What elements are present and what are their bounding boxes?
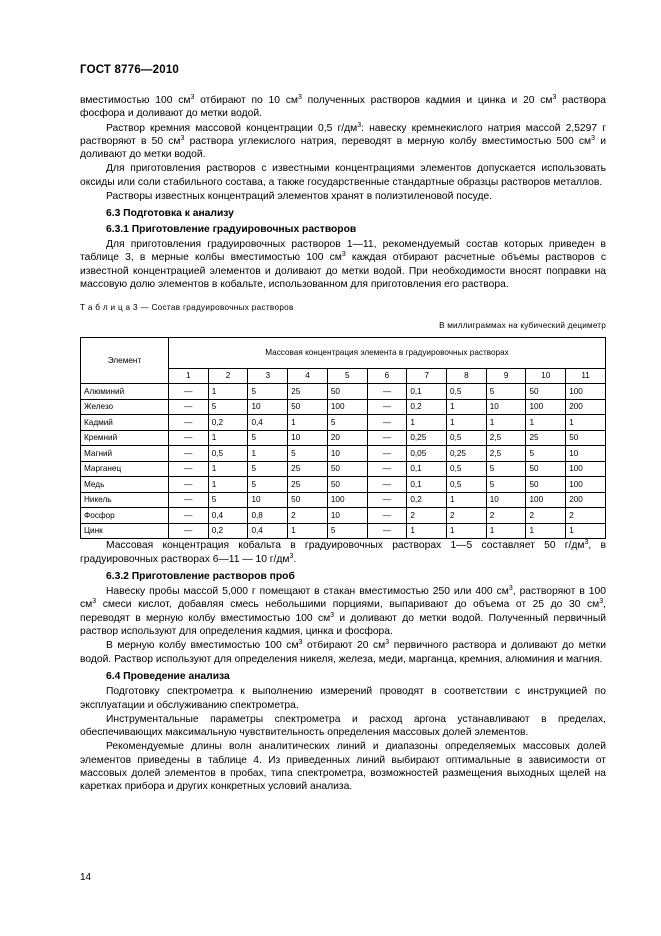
superscript: 3 — [591, 134, 596, 142]
concentration-cell: 0,2 — [208, 523, 248, 539]
concentration-cell: 2 — [407, 508, 447, 524]
concentration-cell: 10 — [288, 430, 328, 446]
text-run: Навеску пробы массой 5,000 г помещают в стакан вместимостью 250 или 400 см — [106, 586, 509, 598]
concentration-cell: — — [169, 430, 209, 446]
concentration-cell: 0,5 — [447, 461, 487, 477]
concentration-cell: 0,1 — [407, 384, 447, 400]
concentration-cell: 0,5 — [208, 446, 248, 462]
table-caption: Т а б л и ц а 3 — Состав градуировочных растворов — [80, 303, 294, 313]
concentration-cell: 10 — [566, 446, 606, 462]
concentration-cell: 1 — [208, 461, 248, 477]
text-run: и доливают до метки водой. Полученный первичный раствор используют для определения кадмия, цинка и фосфора. — [80, 612, 606, 638]
concentration-cell: 5 — [288, 446, 328, 462]
column-number-11: 11 — [566, 368, 606, 384]
concentration-cell: 2 — [566, 508, 606, 524]
concentration-cell: 0,1 — [407, 461, 447, 477]
text-run: Раствор кремния массовой концентрации 0,5 г/дм — [106, 122, 358, 134]
table-row — [81, 523, 606, 539]
concentration-cell: 100 — [566, 384, 606, 400]
paragraph — [80, 122, 606, 162]
concentration-cell: 25 — [288, 461, 328, 477]
concentration-cell: 1 — [208, 384, 248, 400]
text-run: каждая отбирают расчетные объемы растворов с известной концентрацией элементов и доливают до метки водой. При необходимости вносят поправки на массовую долю элементов в кобальте, использованном для приготовления его раствора. — [80, 252, 606, 290]
concentration-cell: 5 — [208, 399, 248, 415]
text-run: смеси кислот, добавляя смесь небольшими порциями, выпаривают до объема от 25 до 30 см — [96, 599, 600, 611]
concentration-cell: 100 — [526, 492, 566, 508]
concentration-cell: 25 — [288, 384, 328, 400]
column-header-group: Массовая концентрация элемента в градуировочных растворах — [169, 337, 606, 368]
superscript: 3 — [508, 585, 513, 593]
concentration-cell: 2 — [288, 508, 328, 524]
concentration-cell: 0,2 — [208, 415, 248, 431]
concentration-cell: 100 — [566, 477, 606, 493]
text-run: Инструментальные параметры спектрометра и расход аргона устанавливают в пределах, обеспечивающих максимальную чувствительность определения массовых долей элементов. — [80, 713, 606, 739]
column-number-4: 4 — [288, 368, 328, 384]
concentration-cell: 1 — [447, 415, 487, 431]
text-run: Растворы известных концентраций элементов хранят в полиэтиленовой посуде. — [106, 191, 493, 203]
table-row — [81, 430, 606, 446]
concentration-cell: 100 — [327, 399, 367, 415]
page-content — [80, 94, 606, 795]
paragraph-6-3-1 — [80, 238, 606, 291]
concentration-cell: 200 — [566, 399, 606, 415]
concentration-cell: 10 — [486, 492, 526, 508]
concentration-cell: 5 — [486, 384, 526, 400]
element-name-cell: Медь — [81, 477, 169, 493]
paragraph — [80, 190, 606, 203]
text-run: вместимостью 100 см — [80, 95, 191, 106]
concentration-cell: 5 — [248, 461, 288, 477]
text-run: , растворяют в 100 см — [80, 586, 606, 611]
element-name-cell: Алюминий — [81, 384, 169, 400]
concentration-cell: 0,25 — [447, 446, 487, 462]
concentration-cell: 1 — [288, 523, 328, 539]
concentration-cell: — — [169, 384, 209, 400]
concentration-cell: 5 — [526, 446, 566, 462]
concentration-cell: 1 — [407, 523, 447, 539]
column-number-2: 2 — [208, 368, 248, 384]
section-heading-6-3-1: 6.3.1 Приготовление градуировочных растворов — [106, 223, 357, 235]
concentration-cell: 1 — [288, 415, 328, 431]
concentration-cell: 0,4 — [208, 508, 248, 524]
text-run: Для приготовления растворов с известными концентрациями элементов допускается использовать оксиды или соли стабильного состава, а также государственные стандартные образцы растворов металлов. — [80, 163, 606, 188]
concentration-cell: 0,2 — [407, 399, 447, 415]
paragraphs-6-4 — [80, 685, 606, 793]
composition-table — [80, 337, 606, 540]
paragraphs-6-3-2 — [80, 585, 606, 666]
concentration-cell: 2 — [486, 508, 526, 524]
concentration-cell: 1 — [526, 523, 566, 539]
concentration-cell: — — [367, 523, 407, 539]
table-row — [81, 384, 606, 400]
concentration-cell: 10 — [327, 446, 367, 462]
concentration-cell: 5 — [486, 477, 526, 493]
text-run: , в градуировочных растворах 6—11 — 10 г/дм — [80, 540, 606, 565]
concentration-cell: 10 — [248, 399, 288, 415]
concentration-cell: 2 — [447, 508, 487, 524]
concentration-cell: 0,5 — [447, 430, 487, 446]
column-number-5: 5 — [327, 368, 367, 384]
table-row — [81, 508, 606, 524]
concentration-cell: 5 — [248, 477, 288, 493]
concentration-cell: 50 — [526, 384, 566, 400]
superscript: 3 — [92, 598, 97, 606]
text-run: отбирают по 10 см — [194, 95, 298, 106]
superscript: 3 — [599, 598, 604, 606]
column-number-8: 8 — [447, 368, 487, 384]
concentration-cell: 1 — [447, 492, 487, 508]
paragraph — [80, 639, 606, 666]
concentration-cell: 1 — [407, 415, 447, 431]
superscript: 3 — [552, 94, 557, 101]
concentration-cell: 25 — [288, 477, 328, 493]
concentration-cell: 10 — [248, 492, 288, 508]
text-run: : навеску кремнекислого натрия массой 2,5297 г растворяют в 50 см — [80, 122, 606, 147]
element-name-cell: Никель — [81, 492, 169, 508]
concentration-cell: 5 — [248, 384, 288, 400]
superscript: 3 — [330, 611, 335, 619]
text-run: Подготовку спектрометра к выполнению измерений проводят в соответствии с инструкцией по эксплуатации и обслуживанию спектрометра. — [80, 686, 606, 711]
element-name-cell: Фосфор — [81, 508, 169, 524]
concentration-cell: 5 — [208, 492, 248, 508]
concentration-cell: 50 — [526, 477, 566, 493]
concentration-cell: — — [367, 461, 407, 477]
table-row — [81, 461, 606, 477]
concentration-cell: 10 — [327, 508, 367, 524]
paragraph — [80, 94, 606, 121]
paragraph — [80, 685, 606, 712]
table-row — [81, 415, 606, 431]
paragraph — [80, 585, 606, 638]
concentration-cell: 0,4 — [248, 415, 288, 431]
superscript: 3 — [289, 552, 294, 560]
concentration-cell: 100 — [566, 461, 606, 477]
text-run: Для приготовления градуировочных растворов 1—11, рекомендуемый состав которых приведен в таблице 3, в мерные колбы вместимостью 100 см — [80, 238, 606, 264]
text-run: Рекомендуемые длины волн аналитических линий и диапазоны определяемых массовых долей элементов приведены в таблице 4. Из приведенных линий выбирают оптимальные в зависимости от массовых долей элементов в пробах, типа спектрометра, возможностей размещения выходных щелей на каретках прибора и других конкретных условий анализа. — [80, 741, 606, 793]
concentration-cell: — — [367, 477, 407, 493]
concentration-cell: 1 — [208, 430, 248, 446]
text-run: , переводят в мерную колбу вместимостью 100 см — [80, 599, 606, 624]
text-run: . — [293, 553, 297, 565]
table-row — [81, 446, 606, 462]
concentration-cell: 0,5 — [447, 384, 487, 400]
concentration-cell: — — [367, 399, 407, 415]
superscript: 3 — [385, 639, 390, 647]
element-name-cell: Цинк — [81, 523, 169, 539]
concentration-cell: — — [367, 384, 407, 400]
superscript: 3 — [297, 94, 302, 101]
concentration-cell: 100 — [327, 492, 367, 508]
column-number-6: 6 — [367, 368, 407, 384]
paragraph — [80, 162, 606, 189]
concentration-cell: 25 — [526, 430, 566, 446]
concentration-cell: 1 — [486, 523, 526, 539]
text-run: раствора углекислого натрия, переводят в мерную колбу вместимостью 500 см — [184, 135, 592, 147]
concentration-cell: — — [367, 415, 407, 431]
element-name-cell: Кремний — [81, 430, 169, 446]
concentration-cell: 100 — [526, 399, 566, 415]
concentration-cell: 1 — [447, 399, 487, 415]
table-row — [81, 492, 606, 508]
paragraph — [80, 713, 606, 740]
concentration-cell: 50 — [566, 430, 606, 446]
concentration-cell: 0,1 — [407, 477, 447, 493]
superscript: 3 — [357, 121, 362, 129]
paragraph-cobalt-concentration — [80, 539, 606, 566]
concentration-cell: — — [169, 461, 209, 477]
text-run: первичного раствора и доливают до метки водой. Раствор используют для определения никеля, железа, меди, марганца, кремния, алюминия и магния. — [80, 640, 607, 665]
superscript: 3 — [341, 251, 346, 259]
concentration-cell: 5 — [327, 415, 367, 431]
concentration-cell: 0,25 — [407, 430, 447, 446]
concentration-cell: — — [367, 508, 407, 524]
concentration-cell: 1 — [248, 446, 288, 462]
concentration-cell: — — [169, 523, 209, 539]
concentration-cell: 1 — [566, 415, 606, 431]
page-number: 14 — [80, 872, 92, 883]
superscript: 3 — [298, 639, 303, 647]
concentration-cell: 0,8 — [248, 508, 288, 524]
section-heading-6-3: 6.3 Подготовка к анализу — [106, 208, 234, 220]
text-run: Массовая концентрация кобальта в градуировочных растворах 1—5 составляет 50 г/дм — [106, 540, 585, 552]
table-body — [81, 384, 606, 539]
element-name-cell: Железо — [81, 399, 169, 415]
superscript: 3 — [190, 94, 195, 101]
concentration-cell: 2 — [526, 508, 566, 524]
concentration-cell: 50 — [526, 461, 566, 477]
section-heading-6-4: 6.4 Проведение анализа — [106, 670, 230, 682]
text-run: и доливают до метки водой. — [80, 135, 606, 161]
concentration-cell: 2,5 — [486, 430, 526, 446]
column-number-9: 9 — [486, 368, 526, 384]
concentration-cell: 5 — [248, 430, 288, 446]
column-number-1: 1 — [169, 368, 209, 384]
column-number-3: 3 — [248, 368, 288, 384]
concentration-cell: — — [367, 492, 407, 508]
paragraph — [80, 740, 606, 793]
superscript: 3 — [584, 539, 589, 547]
element-name-cell: Кадмий — [81, 415, 169, 431]
text-run: раствора фосфора и доливают до метки водой. — [80, 95, 606, 120]
concentration-cell: 50 — [327, 461, 367, 477]
concentration-cell: 5 — [327, 523, 367, 539]
concentration-cell: 10 — [486, 399, 526, 415]
concentration-cell: 0,05 — [407, 446, 447, 462]
concentration-cell: 50 — [288, 399, 328, 415]
concentration-cell: — — [169, 477, 209, 493]
text-run: В мерную колбу вместимостью 100 см — [106, 640, 299, 652]
concentration-cell: — — [169, 492, 209, 508]
concentration-cell: 1 — [526, 415, 566, 431]
concentration-cell: — — [169, 508, 209, 524]
document-header: ГОСТ 8776—2010 — [80, 64, 180, 76]
section-heading-6-3-2: 6.3.2 Приготовление растворов проб — [106, 570, 295, 582]
table-row — [81, 477, 606, 493]
superscript: 3 — [180, 134, 185, 142]
column-header-element: Элемент — [81, 337, 169, 384]
concentration-cell: — — [169, 446, 209, 462]
concentration-cell: 1 — [566, 523, 606, 539]
concentration-cell: 50 — [327, 477, 367, 493]
intro-paragraphs — [80, 94, 606, 203]
table-row — [81, 399, 606, 415]
concentration-cell: — — [367, 430, 407, 446]
concentration-cell: — — [169, 415, 209, 431]
concentration-cell: 1 — [447, 523, 487, 539]
text-run: отбирают 20 см — [302, 640, 386, 652]
concentration-cell: 0,2 — [407, 492, 447, 508]
concentration-cell: 20 — [327, 430, 367, 446]
column-number-10: 10 — [526, 368, 566, 384]
concentration-cell: 5 — [486, 461, 526, 477]
concentration-cell: 200 — [566, 492, 606, 508]
concentration-cell: 50 — [327, 384, 367, 400]
concentration-cell: 1 — [486, 415, 526, 431]
column-number-7: 7 — [407, 368, 447, 384]
concentration-cell: — — [367, 446, 407, 462]
concentration-cell: 2,5 — [486, 446, 526, 462]
element-name-cell: Марганец — [81, 461, 169, 477]
concentration-cell: 50 — [288, 492, 328, 508]
element-name-cell: Магний — [81, 446, 169, 462]
concentration-cell: 0,5 — [447, 477, 487, 493]
concentration-cell: — — [169, 399, 209, 415]
concentration-cell: 1 — [208, 477, 248, 493]
concentration-cell: 0,4 — [248, 523, 288, 539]
table-units: В миллиграммах на кубический дециметр — [439, 321, 606, 331]
text-run: полученных растворов кадмия и цинка и 20 см — [301, 95, 553, 106]
